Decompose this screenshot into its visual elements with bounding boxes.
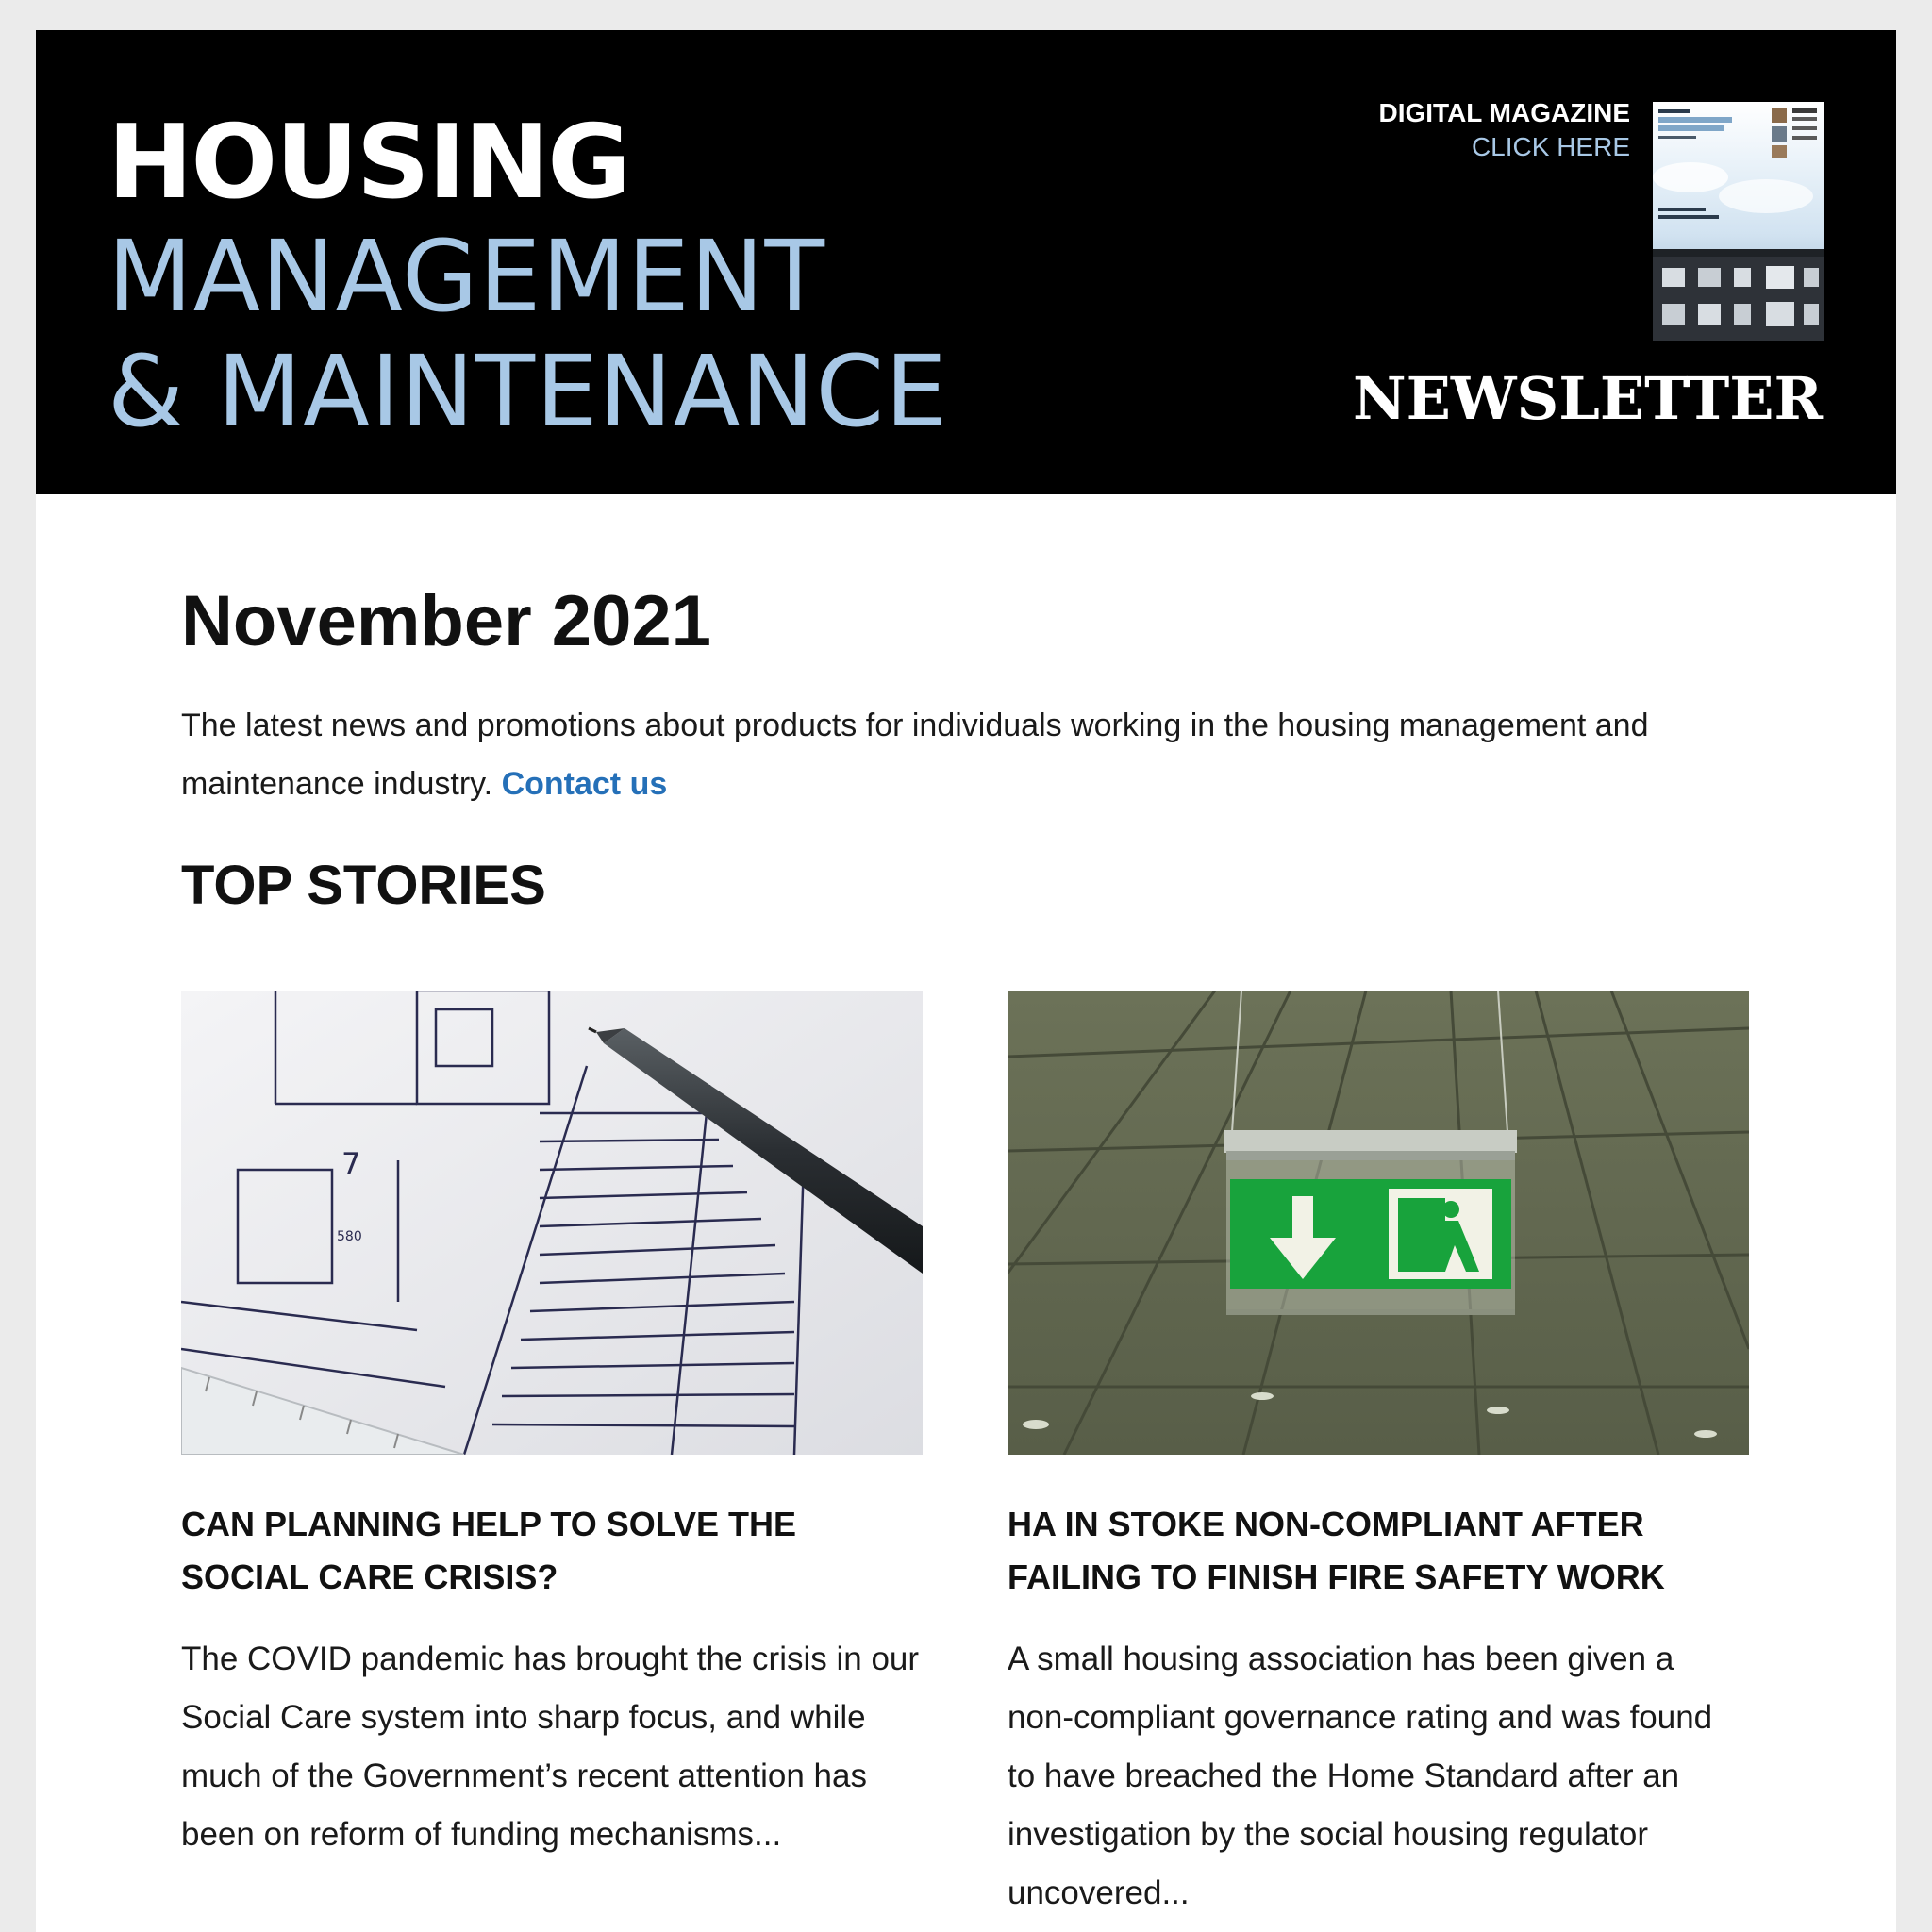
- brand-line-maintenance: & MAINTENANCE: [108, 334, 948, 449]
- intro-paragraph: [181, 696, 1749, 813]
- contact-us-link[interactable]: Contact us: [501, 766, 668, 802]
- story-summary: A small housing association has been given a non-compliant governance rating and was found to have breached the Home Standard after an investigation by the social housing regulator uncovered...: [1008, 1641, 1713, 1911]
- brand-logo[interactable]: [108, 104, 948, 449]
- svg-text:7: 7: [341, 1146, 361, 1182]
- issue-date-heading: November 2021: [181, 581, 711, 661]
- blueprint-pen-icon: [181, 991, 923, 1455]
- magazine-cover-icon: [1653, 102, 1824, 341]
- header-banner: [36, 30, 1896, 494]
- story-title[interactable]: HA IN STOKE NON-COMPLIANT AFTER FAILING TO FINISH FIRE SAFETY WORK: [1008, 1505, 1665, 1596]
- brand-line-housing: HOUSING: [108, 104, 629, 222]
- click-here-link[interactable]: CLICK HERE: [1471, 132, 1630, 161]
- newsletter-page: [36, 30, 1896, 1932]
- story-summary: The COVID pandemic has brought the crisis in our Social Care system into sharp focus, and while much of the Government’s recent attention has been on reform of funding mechanisms...: [181, 1641, 920, 1853]
- top-stories-heading: TOP STORIES: [181, 855, 546, 916]
- story-card: [1008, 991, 1749, 1923]
- main-content: [181, 579, 1749, 1911]
- emergency-exit-sign-image[interactable]: [1008, 991, 1749, 1455]
- svg-text:580: 580: [337, 1229, 362, 1244]
- intro-text: The latest news and promotions about products for individuals working in the housing management and maintenance industry.: [181, 708, 1649, 802]
- architectural-plan-image[interactable]: [181, 991, 923, 1455]
- digital-magazine-link[interactable]: [1378, 96, 1630, 164]
- story-card: [181, 991, 923, 1864]
- story-title[interactable]: CAN PLANNING HELP TO SOLVE THE SOCIAL CARE CRISIS?: [181, 1505, 797, 1596]
- brand-line-management: MANAGEMENT: [108, 219, 826, 334]
- exit-sign-icon: [1008, 991, 1749, 1455]
- newsletter-label: NEWSLETTER: [1352, 364, 1823, 433]
- magazine-cover-thumbnail[interactable]: [1653, 102, 1824, 341]
- digital-magazine-label: DIGITAL MAGAZINE: [1378, 98, 1630, 127]
